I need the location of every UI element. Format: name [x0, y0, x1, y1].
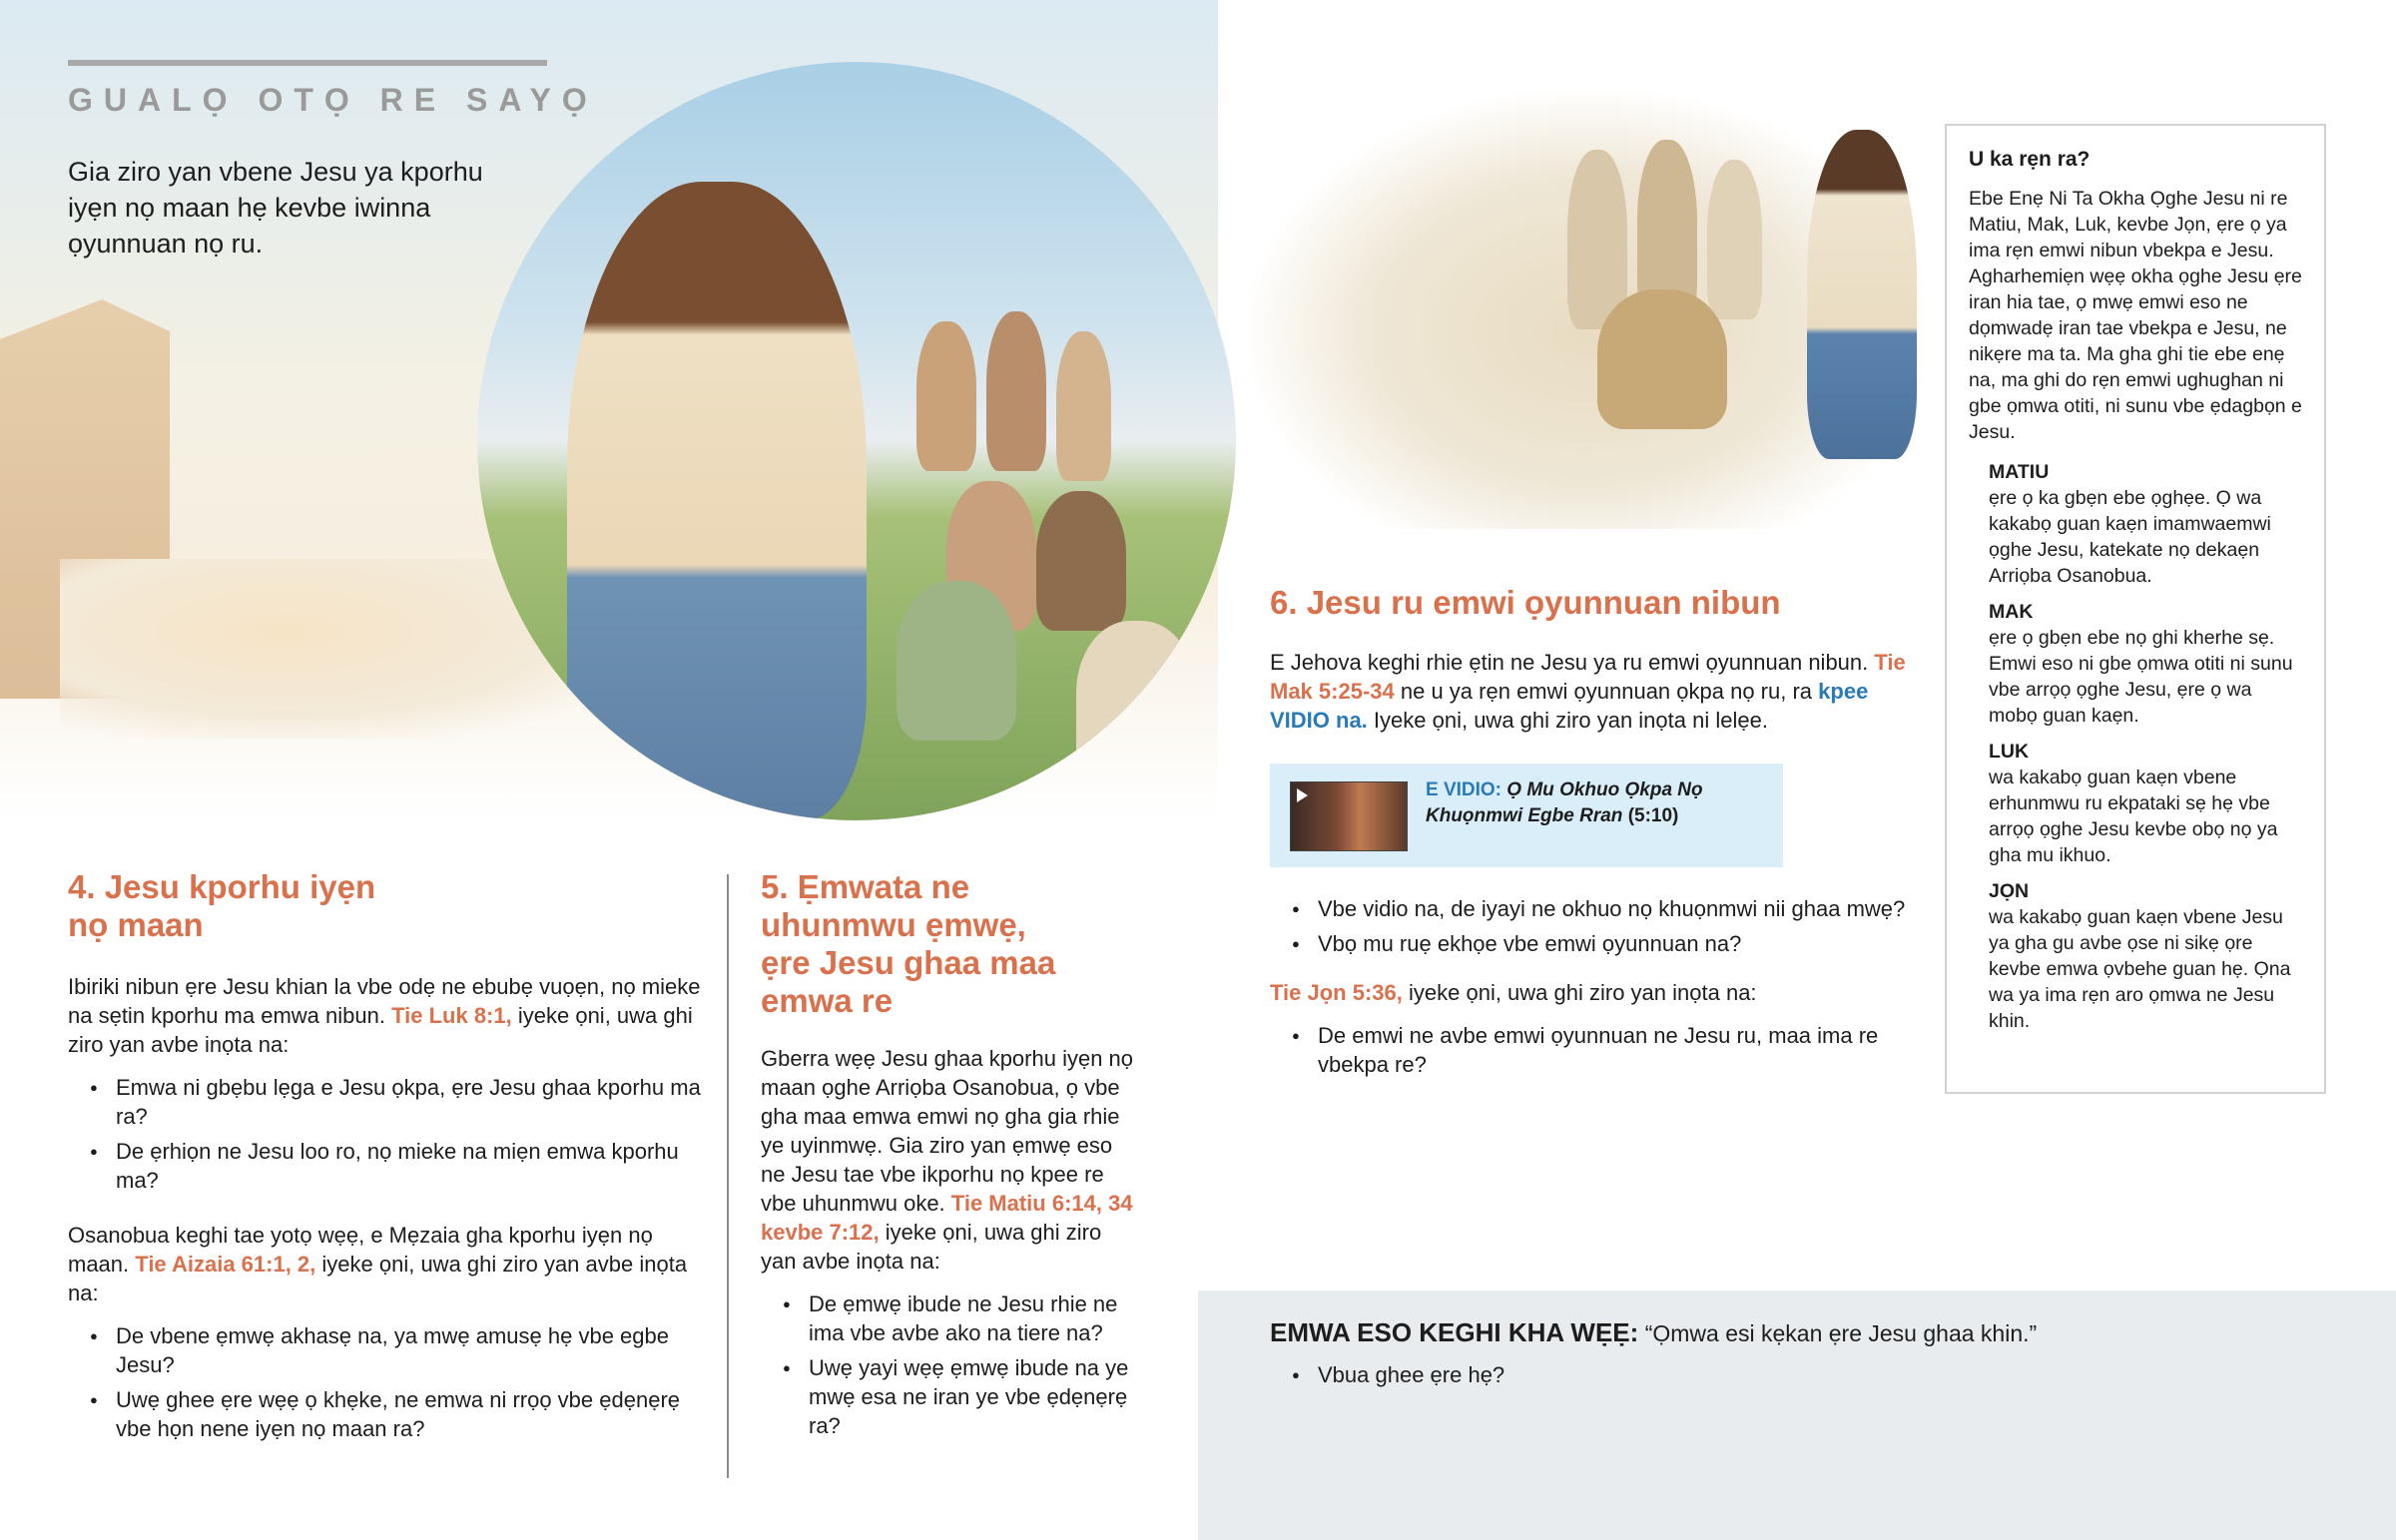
video-title[interactable]: Ọ Mu Okhuo Ọkpa Nọ Khuọnmwi Egbe Rran: [1426, 779, 1703, 826]
panel-questions: [1270, 1360, 2268, 1395]
box-title: U ka rẹn ra?: [1969, 148, 2091, 171]
section-6-paragraph-2: Tie Jọn 5:36, iyeke ọni, uwa ghi ziro yan inọta na:: [1270, 980, 1757, 1005]
gospel-item-matiu: MATIU ẹre ọ ka gbẹn ebe ọghẹe. Ọ wa kakabọ guan kaẹn imamwaemwi ọghe Jesu, katekate nọ dekaẹn Arriọba Osanobua.: [1989, 461, 2271, 587]
video-card[interactable]: [1270, 764, 1783, 867]
video-link[interactable]: kpee VIDIO na.: [1270, 679, 1869, 733]
gospel-item-jon: JỌN wa kakabọ guan kaẹn vbene Jesu ya gha gu avbe ọse ni sikẹ ọre kevbe emwa ọvbehe guan hẹ. Ọna wa ya ima rẹn aro ọmwa ne Jesu khin.: [1989, 880, 2291, 1032]
question-item: ● De emwi ne avbe emwi ọyunnuan ne Jesu ru, maa ima re vbekpa re?: [1270, 1021, 1919, 1079]
scripture-ref-matiu[interactable]: Tie Matiu 6:14, 34 kevbe 7:12,: [761, 1191, 1133, 1245]
question-item: ● Vbe vidio na, de iyayi ne okhuo nọ khuọnmwi nii ghaa mwẹ?: [1270, 894, 1919, 923]
column-divider: [727, 874, 729, 1478]
panel-quote: “Ọmwa esi kẹkan ẹre Jesu ghaa khin.”: [1644, 1320, 2038, 1346]
section-5-paragraph: Gberra wẹẹ Jesu ghaa kporhu iyẹn nọ maan ọghe Arriọba Osanobua, ọ vbe gha maa emwa emwi nọ gha gia rhie ye uyinmwẹ. Gia ziro yan ẹmwẹ eso ne Jesu tae vbe ikporhu nọ kpee re vbe uhunmwu oke. Tie Matiu 6:14, 34 kevbe 7:12, iyeke ọni, uwa ghi ziro yan avbe inọta na:: [761, 1046, 1134, 1274]
section-6-questions-2: [1270, 1021, 1919, 1079]
box-intro: Ebe Enẹ Ni Ta Okha Ọghe Jesu ni re Matiu, Mak, Luk, kevbe Jọn, ẹre ọ ya ima rẹn emwi nibun vbekpa e Jesu. Agharhemiẹn wẹẹ okha ọghe Jesu ẹre iran hia tae, ọ mwẹ emwi eso ne dọmwadẹ iran tae vbekpa e Jesu, ne nikẹre ma ta. Ma gha ghi tie ebe enẹ na, ma ghi do rẹn emwi ughughan ni gbe ọmwa otiti, ni sunu vbe ẹdagbọn e Jesu.: [1969, 188, 2302, 443]
question-item: ● De ẹrhiọn ne Jesu loo ro, nọ mieke na miẹn emwa kporhu ma?: [68, 1137, 707, 1195]
header-rule: [68, 60, 547, 66]
video-duration: (5:10): [1627, 805, 1679, 826]
jesus-preaching-illustration: [477, 62, 1236, 820]
question-item: ● Uwẹ yayi wẹẹ ẹmwẹ ibude na ye mwẹ esa ne iran ye vbe ẹdẹnẹrẹ ra?: [761, 1353, 1140, 1440]
gospel-list: [1969, 459, 2302, 1034]
section-tag: GUALỌ OTỌ RE SAYỌ: [68, 82, 598, 118]
scripture-ref-aizaia[interactable]: Tie Aizaia 61:1, 2,: [135, 1252, 316, 1277]
section-6-questions-block: [1270, 894, 1919, 1085]
scripture-ref-luk[interactable]: Tie Luk 8:1,: [391, 1003, 512, 1028]
question-item: ● Emwa ni gbẹbu lẹga e Jesu ọkpa, ẹre Jesu ghaa kporhu ma ra?: [68, 1073, 707, 1131]
healing-scene-illustration: [1248, 90, 1927, 529]
section-5: [761, 868, 1140, 1446]
question-item: ● Vbua ghee ẹre hẹ?: [1270, 1360, 2268, 1389]
intro-text: Gia ziro yan vbene Jesu ya kporhu iyẹn nọ maan hẹ kevbe iwinna ọyunnuan nọ ru.: [68, 157, 483, 258]
section-5-questions: [761, 1289, 1140, 1440]
panel-label: EMWA ESO KEGHI KHA WẸẸ:: [1270, 1317, 1639, 1347]
question-item: ● Uwẹ ghee ẹre wẹẹ ọ khẹke, ne emwa ni rrọọ vbe ẹdẹnẹrẹ vbe họn nene iyẹn nọ maan ra?: [68, 1385, 707, 1443]
section-6: [1270, 584, 1919, 735]
scripture-ref-mak[interactable]: Tie Mak 5:25-34: [1270, 650, 1906, 704]
scripture-ref-jon[interactable]: Tie Jọn 5:36,: [1270, 980, 1403, 1005]
section-4-paragraph-2: Osanobua keghi tae yotọ wẹẹ, e Mẹzaia gha kporhu iyẹn nọ maan. Tie Aizaia 61:1, 2, iyeke ọni, uwa ghi ziro yan avbe inọta na:: [68, 1223, 688, 1305]
question-item: ● De ẹmwẹ ibude ne Jesu rhie ne ima vbe avbe ako na tiere na?: [761, 1289, 1140, 1347]
section-6-questions-1: [1270, 894, 1919, 958]
section-4: [68, 868, 707, 1449]
section-4-questions-1: [68, 1073, 707, 1195]
video-thumbnail[interactable]: [1290, 781, 1408, 851]
video-label: E VIDIO:: [1426, 779, 1502, 800]
section-4-questions-2: [68, 1321, 707, 1443]
gospel-item-luk: LUK wa kakabọ guan kaẹn vbene erhunmwu ru ekpataki sẹ hẹ vbe arrọọ ọghe Jesu kevbe obọ nọ ya gha mu ikhuo.: [1989, 741, 2278, 866]
panel-statement: [1270, 1317, 2348, 1348]
question-item: ● De vbene ẹmwẹ akhasẹ na, ya mwẹ amusẹ hẹ vbe egbe Jesu?: [68, 1321, 707, 1379]
section-4-title: 4. Jesu kporhu iyẹn nọ maan: [68, 868, 376, 943]
section-6-title: 6. Jesu ru emwi ọyunnuan nibun: [1270, 584, 1781, 621]
did-you-know-box: [1945, 124, 2326, 1094]
video-caption: [1426, 777, 1765, 829]
section-4-paragraph-1: Ibiriki nibun ẹre Jesu khian la vbe odẹ ne ebubẹ vuọẹn, nọ mieke na sẹtin kporhu ma emwa nibun. Tie Luk 8:1, iyeke ọni, uwa ghi ziro yan avbe inọta na:: [68, 974, 701, 1057]
gospel-item-mak: MAK ẹre ọ gbẹn ebe nọ ghi kherhe sẹ. Emwi eso ni gbe ọmwa otiti ni sunu vbe arrọọ ọghe Jesu, ẹre ọ wa mobọ guan kaẹn.: [1989, 601, 2293, 727]
play-icon[interactable]: [1297, 788, 1308, 802]
some-people-say-panel: [1198, 1290, 2396, 1540]
section-5-title: 5. Ẹmwata ne uhunmwu ẹmwẹ, ẹre Jesu ghaa maa emwa re: [761, 868, 1056, 1019]
section-6-paragraph: E Jehova keghi rhie ẹtin ne Jesu ya ru emwi ọyunnuan nibun. Tie Mak 5:25-34 ne u ya rẹn emwi ọyunnuan ọkpa nọ ru, ra kpee VIDIO na. Iyeke ọni, uwa ghi ziro yan inọta ni lelẹe.: [1270, 650, 1906, 733]
question-item: ● Vbọ mu ruẹ ekhọe vbe emwi ọyunnuan na?: [1270, 929, 1919, 958]
